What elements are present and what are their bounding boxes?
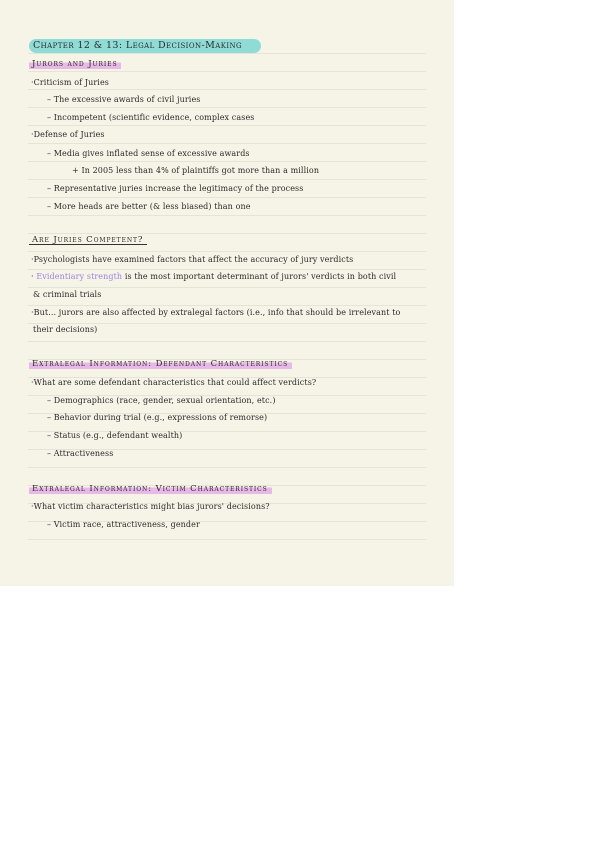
section-heading-defendant-characteristics: Extralegal Information: Defendant Characteristics [29,360,292,369]
ruled-line [28,71,426,72]
bullet-line: ·Psychologists have examined factors that affect the accuracy of jury verdicts [31,255,354,264]
sub-bullet-line: – The excessive awards of civil juries [47,95,201,104]
ruled-line [28,197,426,198]
ruled-line [28,467,426,468]
bullet-line: ·But... jurors are also affected by extralegal factors (i.e., info that should be irrelevant to [31,308,401,317]
ruled-line [28,269,426,270]
bullet-line: ·Criticism of Juries [31,78,109,87]
bullet-line: ·What victim characteristics might bias jurors' decisions? [31,502,270,511]
bullet-continuation: & criminal trials [33,290,102,299]
sub-sub-bullet-line: + In 2005 less than 4% of plaintiffs got more than a million [72,166,320,175]
ruled-line [28,305,426,306]
ruled-line [28,233,426,234]
ruled-line [28,179,426,180]
ruled-line [28,143,426,144]
ruled-line [28,287,426,288]
ruled-line [28,341,426,342]
ruled-line [28,251,426,252]
ruled-line [28,125,426,126]
sub-bullet-line: – Incompetent (scientific evidence, complex cases [47,113,255,122]
ruled-line [28,161,426,162]
sub-bullet-line: – Media gives inflated sense of excessive awards [47,149,250,158]
bullet-line: ·Defense of Juries [31,130,105,139]
sub-bullet-line: – Representative juries increase the legitimacy of the process [47,184,304,193]
ruled-line [28,53,426,54]
bullet-line-evidentiary-strength: · Evidentiary strength is the most important determinant of jurors' verdicts in both civil [31,272,397,281]
section-heading-are-juries-competent: Are Juries Competent? [29,236,147,245]
sub-bullet-line: – Demographics (race, gender, sexual orientation, etc.) [47,396,276,405]
sub-bullet-line: – More heads are better (& less biased) than one [47,202,251,211]
section-heading-jurors-and-juries: Jurors and Juries [29,60,121,69]
sub-bullet-line: – Victim race, attractiveness, gender [47,520,200,529]
highlighted-term: Evidentiary strength [36,272,123,281]
ruled-line [28,323,426,324]
section-heading-victim-characteristics: Extralegal Information: Victim Characteristics [29,485,272,494]
ruled-line [28,215,426,216]
bullet-line: ·What are some defendant characteristics that could affect verdicts? [31,378,317,387]
ruled-line [28,107,426,108]
bullet-line-text: is the most important determinant of jurors' verdicts in both civil [124,272,397,281]
bullet-continuation: their decisions) [33,325,98,334]
ruled-line [28,539,426,540]
ruled-line [28,89,426,90]
page-title: Chapter 12 & 13: Legal Decision-Making [29,39,261,53]
sub-bullet-line: – Attractiveness [47,449,114,458]
sub-bullet-line: – Status (e.g., defendant wealth) [47,431,183,440]
sub-bullet-line: – Behavior during trial (e.g., expressions of remorse) [47,413,268,422]
